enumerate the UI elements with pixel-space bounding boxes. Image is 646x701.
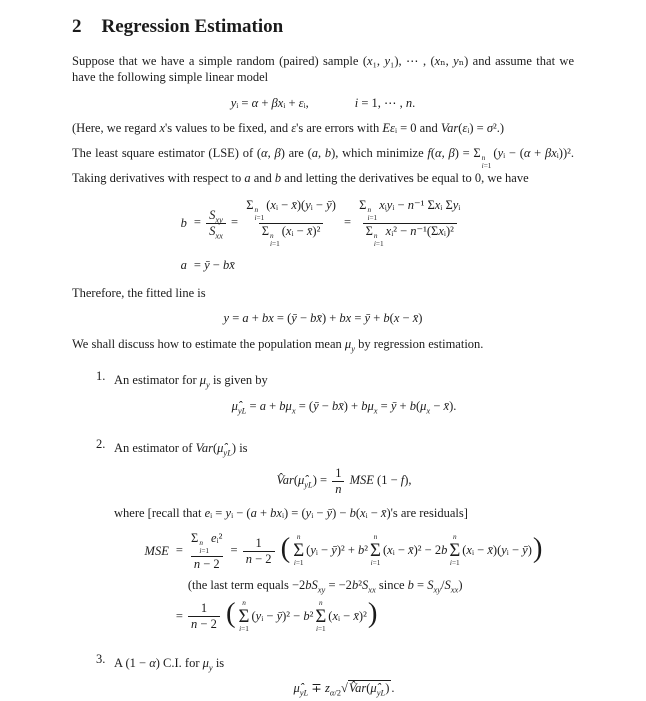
math-fragment: a, b [311, 145, 332, 160]
math-fragment: μ̂ [217, 441, 224, 456]
item-1-text: An estimator for $\mu_y$ is given by [114, 373, 268, 390]
math-fragment [332, 466, 344, 497]
muy-estimator-formula: $\mû_{yL} = a + b\mu_x$ = (ȳ − bx̄) + $b\mu_x$ = ȳ + $b(\mu_x$ − x̄). [231, 398, 457, 416]
enumerated-list [72, 368, 574, 701]
math-fragment: μ [420, 398, 427, 413]
math-fragment: i=1 [293, 558, 304, 567]
math-fragment [238, 405, 247, 415]
math-fragment: yL [237, 405, 247, 416]
math-fragment: bx [261, 311, 274, 326]
math-fragment: n [373, 231, 378, 240]
math-fragment [449, 534, 460, 568]
math-fragment: b [409, 398, 416, 413]
math-fragment [188, 531, 225, 571]
math-fragment: i [315, 624, 318, 633]
math-fragment: x̄ [408, 542, 414, 557]
math-fragment: x [285, 223, 292, 238]
math-fragment: f [427, 145, 431, 160]
math-fragment: 1 [255, 535, 262, 550]
math-fragment: ( [225, 597, 236, 630]
math-fragment: x̄ [306, 223, 313, 238]
math-fragment: n [296, 533, 301, 542]
math-fragment: x̄ [443, 398, 450, 413]
math-fragment: xy [215, 214, 223, 225]
math-fragment [374, 232, 378, 240]
math-fragment: i [373, 240, 376, 249]
math-fragment: n − 2 [243, 551, 275, 567]
math-fragment: xx [450, 584, 459, 595]
math-fragment: x̄ [291, 197, 297, 212]
equation-variance-estimator [114, 466, 574, 497]
math-fragment [206, 380, 210, 390]
math-fragment: Σ [238, 605, 250, 627]
math-fragment: S [427, 578, 434, 593]
math-fragment [188, 601, 220, 632]
math-fragment: x [434, 53, 441, 68]
math-fragment: μ [202, 655, 209, 670]
math-fragment: i [354, 95, 359, 110]
math-fragment: y [305, 506, 312, 521]
math-fragment [370, 534, 381, 568]
math-fragment: ȳ [331, 542, 337, 557]
item-3-text: A (1 − α) C.I. for $\mu_y$ is [114, 655, 225, 673]
math-fragment: ȳ [291, 311, 297, 326]
math-fragment: ȳ [204, 258, 210, 273]
math-fragment: α, β [261, 145, 281, 160]
math-fragment: n [254, 206, 259, 215]
math-fragment: bμ [361, 398, 374, 413]
math-fragment: n [367, 206, 372, 215]
math-fragment [270, 232, 280, 249]
math-fragment: z [325, 681, 330, 696]
math-fragment: y [452, 197, 459, 212]
math-fragment: x [159, 121, 166, 136]
math-fragment: Σ [449, 540, 461, 562]
math-fragment [433, 585, 441, 595]
math-fragment: i=1 [270, 240, 280, 249]
math-fragment [206, 208, 226, 223]
math-fragment [368, 585, 376, 595]
math-fragment: S [361, 578, 369, 593]
math-fragment: μ [344, 336, 352, 351]
math-fragment [351, 343, 355, 353]
math-fragment: xy [317, 584, 326, 595]
math-fragment [356, 198, 463, 248]
math-fragment: n [410, 223, 417, 238]
math-fragment [199, 539, 203, 547]
math-fragment [199, 539, 209, 556]
math-fragment: μ̂ [231, 398, 238, 413]
math-fragment: ȳ [326, 506, 333, 521]
math-fragment: i=1 [370, 558, 381, 567]
math-fragment [318, 585, 326, 595]
math-fragment: a [242, 311, 249, 326]
math-fragment [367, 206, 371, 214]
math-fragment [223, 448, 232, 458]
equation-mse [145, 531, 544, 634]
item-1-number: 1. [96, 369, 106, 384]
math-fragment: ȳ [276, 608, 283, 623]
math-fragment [254, 206, 258, 214]
math-fragment: b [383, 311, 390, 326]
math-fragment: Σ [315, 605, 327, 627]
math-fragment: b [274, 171, 282, 186]
math-fragment [315, 600, 326, 634]
math-fragment: y [384, 53, 391, 68]
math-fragment: yL [376, 687, 386, 698]
math-fragment [374, 232, 384, 249]
math-fragment: x [393, 311, 400, 326]
equation-confidence-interval [114, 680, 574, 697]
math-fragment [451, 585, 459, 595]
math-fragment: x [373, 405, 378, 416]
math-fragment [374, 405, 378, 415]
math-fragment [426, 405, 430, 415]
math-fragment: i=1 [315, 624, 326, 633]
item-3-number: 3. [96, 651, 106, 666]
math-fragment [292, 405, 296, 415]
math-fragment: i=1 [373, 240, 384, 249]
confidence-interval-formula: $\mû_{yL}$ ∓ $z_{\alpha/2}√V̂ar(\mû_{yL})$ . [293, 681, 395, 698]
math-fragment: b [351, 578, 359, 593]
math-fragment: μ [199, 373, 207, 388]
math-fragment: Eε [382, 121, 395, 136]
math-fragment: x [270, 197, 276, 212]
paragraph-sample-intro: Suppose that we have a simple random (paired) sample (x₁, y₁), ⋯ , (xₙ, yₙ) and assume that we have the following simple linear model [72, 53, 575, 85]
lse-a-symbol [181, 257, 187, 274]
list-item-1 [96, 368, 574, 423]
math-fragment: α, β [435, 145, 455, 160]
math-fragment: MSE [349, 472, 374, 487]
math-fragment: y [255, 608, 262, 623]
math-fragment: y [305, 197, 311, 212]
mse-symbol [145, 543, 169, 560]
math-fragment: α [251, 95, 259, 110]
math-fragment: $V̂ar(\mû_{yL})$ [348, 681, 390, 698]
paragraph-error-assumptions: (Here, we regard x's values to be fixed, and ε's are errors with Eεᵢ = 0 and Var(εᵢ) = σ².) [72, 121, 505, 136]
math-fragment: a [250, 506, 257, 521]
math-fragment: y [310, 542, 316, 557]
math-fragment: f [400, 472, 405, 487]
math-fragment: ) [532, 531, 543, 564]
math-fragment: i=1 [254, 214, 265, 223]
math-fragment [270, 232, 274, 240]
list-item-2 [96, 436, 574, 637]
math-fragment: x [426, 405, 431, 416]
math-fragment: 1 [335, 465, 342, 480]
math-fragment: n [193, 556, 201, 571]
math-fragment [215, 230, 223, 240]
math-fragment: μ̂ [297, 472, 305, 487]
math-fragment: bx̄ [310, 311, 322, 326]
math-fragment: y [351, 343, 355, 354]
math-fragment: y [225, 506, 232, 521]
math-fragment: Σ n i=1 eᵢ² [191, 530, 223, 556]
math-fragment: n [191, 617, 198, 632]
item-3-body [114, 651, 574, 701]
math-fragment: ȳ [313, 398, 319, 413]
math-fragment [332, 481, 344, 497]
math-fragment: α [149, 655, 156, 670]
paragraph-lse-definition: The least square estimator (LSE) of (α, β) are (a, b), which minimize f(α, β) = Σ n i=1 (yᵢ − (α + βxᵢ))². Taking derivatives with respect to a and b and letting the derivatives be equal to 0, we have [72, 145, 574, 186]
math-fragment: α [523, 145, 531, 160]
math-fragment: y [223, 311, 230, 326]
math-fragment [293, 534, 304, 568]
math-fragment: Σ n i=1 xᵢyᵢ − n⁻¹ Σxᵢ Σyᵢ [359, 197, 461, 223]
math-fragment: x [434, 197, 441, 212]
math-fragment: x̄ [353, 608, 359, 623]
mse-expansion: = Σ n i=1 eᵢ² n − 2 = $\frac{1}{n - 2}$ ( n Σ i=1 (yᵢ − ȳ)² + b² n Σ i=1 (xᵢ − x̄)² − 2b n Σ i=1 (xᵢ − x̄)(yᵢ − ȳ)) [175, 530, 543, 571]
math-fragment: i=1 [481, 162, 492, 171]
math-fragment: y [206, 379, 210, 390]
math-fragment [482, 154, 492, 171]
math-fragment [206, 208, 226, 239]
math-fragment: S [209, 223, 216, 238]
math-fragment: b [407, 578, 414, 593]
math-fragment: a [244, 171, 251, 186]
math-fragment: ( [280, 531, 291, 564]
math-fragment: bx̄ [222, 258, 235, 273]
math-fragment: ȳ [364, 311, 371, 326]
paragraph-fitted-line-intro: Therefore, the fitted line is [72, 285, 206, 300]
math-fragment: n [452, 533, 457, 542]
math-fragment: bx̄ [331, 398, 344, 413]
math-fragment: bμ [279, 398, 292, 413]
lse-b-symbol [181, 215, 187, 232]
math-fragment: bx [339, 311, 352, 326]
math-fragment: x [438, 223, 444, 238]
math-fragment: i [199, 547, 202, 556]
math-fragment: x̄ [380, 506, 387, 521]
math-fragment: x [379, 197, 385, 212]
math-fragment: ε [298, 95, 304, 110]
variance-estimator-formula: $V̂ar(\mû_{yL})$ = $\frac{1}{n}$ MSE (1 − f), [276, 465, 412, 496]
lse-a-expression: = ȳ − bx̄ [193, 258, 235, 273]
math-fragment: Σ n i=1 (xᵢ − x̄)² [259, 223, 324, 249]
math-fragment: i=1 [199, 547, 210, 556]
math-fragment: μ̂ [293, 681, 300, 696]
math-fragment: n [373, 533, 378, 542]
math-fragment: n [270, 231, 274, 240]
math-fragment: i [481, 162, 484, 171]
math-fragment: n [199, 538, 203, 547]
item-2-residuals-note: where [recall that eᵢ = yᵢ − (a + bxᵢ) = (yᵢ − ȳ) − b(xᵢ − x̄)'s are residuals] [114, 506, 468, 521]
math-fragment [206, 223, 226, 239]
item-2-text: An estimator of $Var(\mû_{yL})$ is [114, 441, 248, 458]
equation-muy-estimator [114, 398, 574, 415]
math-fragment: Σ n i=1 (xᵢ − x̄)(yᵢ − ȳ) [246, 197, 336, 223]
math-fragment: i [370, 558, 373, 567]
math-fragment: xx [215, 230, 223, 241]
list-item-3 [96, 651, 574, 701]
math-fragment: $√V̂ar(\mû_{yL})$ [340, 681, 390, 698]
math-fragment: n [245, 551, 252, 566]
math-fragment: y [386, 197, 393, 212]
math-fragment: x [385, 223, 392, 238]
math-fragment: n [407, 197, 414, 212]
math-fragment [300, 688, 309, 698]
math-fragment: x̄ [487, 542, 493, 557]
math-fragment: i [449, 558, 452, 567]
math-fragment: bS [305, 578, 318, 593]
math-fragment: βx [271, 95, 284, 110]
math-fragment: n [335, 481, 342, 496]
math-fragment: V̂ar [348, 681, 367, 696]
math-fragment: e [211, 530, 217, 545]
math-fragment: Σ n i=1 xᵢ² − n⁻¹(Σxᵢ)² [363, 223, 457, 249]
math-fragment: y [497, 145, 504, 160]
math-fragment [239, 600, 250, 634]
math-fragment: x [387, 542, 393, 557]
math-fragment: b [441, 542, 448, 557]
math-fragment: e [204, 506, 211, 521]
math-fragment: 1 [200, 601, 208, 616]
math-fragment: βx [544, 145, 557, 160]
equation-fitted-line [72, 310, 574, 327]
math-fragment [304, 479, 313, 489]
math-fragment: n − 2 [191, 556, 223, 572]
math-fragment: α [329, 687, 335, 698]
item-2-body [114, 436, 574, 637]
math-fragment [254, 206, 264, 223]
math-fragment: xy [433, 584, 442, 595]
math-fragment: σ [486, 121, 494, 136]
math-fragment: b [349, 506, 356, 521]
math-fragment: μ̂ [370, 681, 377, 696]
math-fragment: b [180, 215, 187, 230]
math-fragment: yL [304, 479, 313, 490]
math-fragment [482, 154, 486, 162]
linear-model-formula: yᵢ = α + βxᵢ + εᵢ, [230, 95, 309, 110]
math-fragment: i=1 [239, 624, 249, 633]
math-fragment: S [444, 578, 451, 593]
paragraph-goal: We shall discuss how to estimate the population mean $\mu_y$ by regression estimation. [72, 336, 484, 354]
item-1-body [114, 368, 574, 423]
math-fragment: MSE [144, 543, 169, 558]
math-fragment: b [358, 542, 365, 557]
section-title: Regression Estimation [101, 16, 284, 37]
math-fragment: Σ [370, 540, 381, 562]
math-fragment: a [180, 258, 187, 273]
math-fragment [209, 662, 213, 672]
math-fragment: b [303, 608, 310, 623]
math-fragment: i [254, 214, 257, 223]
math-fragment: y [501, 542, 507, 557]
math-fragment: x [367, 53, 373, 68]
math-fragment [243, 198, 339, 248]
mse-simplified: = $\frac{1}{n - 2}$ ( n Σ i=1 (yᵢ − ȳ)² − b² n Σ i=1 (xᵢ − x̄)²) [175, 597, 378, 633]
math-fragment: bx [270, 506, 282, 521]
math-fragment: yL [299, 687, 309, 698]
math-fragment: n [318, 598, 323, 607]
math-fragment: Var [195, 441, 213, 456]
math-fragment: y [208, 662, 213, 673]
math-fragment: i=1 [449, 558, 460, 567]
math-fragment: n [481, 153, 486, 162]
math-fragment: S [209, 207, 216, 222]
math-fragment [243, 536, 275, 567]
math-fragment: n [242, 598, 246, 607]
math-fragment: x [466, 542, 472, 557]
math-fragment: ) [367, 597, 378, 630]
math-fragment: y [230, 95, 237, 110]
math-fragment: i [270, 240, 273, 249]
section-number: 2 [72, 16, 82, 37]
math-fragment: ε [291, 121, 297, 136]
math-fragment: i [293, 558, 296, 567]
math-fragment: x [332, 608, 338, 623]
math-fragment: x [360, 506, 366, 521]
math-fragment: yL [223, 447, 232, 458]
math-fragment: xx [368, 584, 376, 595]
math-fragment: α/2 [329, 687, 341, 698]
math-fragment: V̂ar [276, 472, 294, 487]
math-fragment: i [367, 214, 370, 223]
math-fragment: ȳ [390, 398, 397, 413]
math-fragment: ε [462, 121, 468, 136]
linear-model-index-range: i = 1, ⋯ , n. [354, 95, 416, 110]
math-fragment: n [405, 95, 413, 110]
lse-b-expression: = $S_{xy}$ $S_{xx}$ = Σ n i=1 (xᵢ − x̄)(yᵢ − ȳ) Σ n i=1 (xᵢ − x̄)² = Σ n i=1 xᵢyᵢ − n⁻¹ Σxᵢ Σyᵢ Σ n i=1 xᵢ² − n⁻¹(Σxᵢ)² [194, 198, 465, 248]
math-fragment: i [239, 624, 242, 633]
math-fragment: Σ [293, 540, 305, 562]
equation-lse-coefficients [181, 198, 466, 274]
equation-linear-model [72, 95, 574, 112]
math-fragment [367, 206, 377, 223]
section-heading [72, 16, 574, 39]
item-2-number: 2. [96, 437, 106, 452]
fitted-line-formula: y = a + bx = (ȳ − bx̄) + bx = ȳ + b(x − x̄) [223, 311, 423, 326]
mse-last-term-note: (the last term equals $-2bS_{xy} = -2b^2S_{xx}$ since $b = S_{xy}/S_{xx}$) [187, 578, 463, 595]
math-fragment: x̄ [412, 311, 419, 326]
math-fragment: x [291, 405, 296, 416]
math-fragment: y [453, 53, 459, 68]
math-fragment: a [259, 398, 266, 413]
math-fragment: ȳ [522, 542, 528, 557]
math-fragment: n − 2 [188, 616, 220, 632]
math-fragment: Var [440, 121, 459, 136]
math-fragment: ȳ [326, 197, 332, 212]
math-fragment: i=1 [367, 214, 378, 223]
math-fragment [377, 688, 386, 698]
